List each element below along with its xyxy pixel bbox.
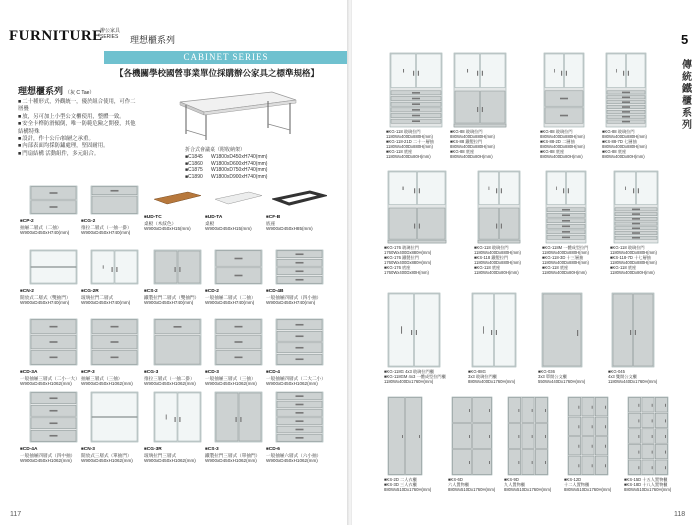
product-desc: 一般抽屜三層式（三抽）: [205, 375, 256, 381]
product-image: [386, 292, 442, 368]
product-image: [450, 396, 494, 476]
feature-item: ■ 放，另可加上小型公文櫃使用，整體一致。: [18, 114, 136, 121]
product-image: [272, 183, 327, 213]
product-caption-line: 880Wx400Dx880H(mm): [602, 144, 647, 149]
product-caption-line: ■KG-88 玻璃拉門: [602, 129, 635, 134]
product-caption-line: 880Wx400Dx1760H(mm): [468, 379, 516, 384]
product-caption-line: ■KG-176 底座: [384, 265, 411, 270]
product-image: [87, 183, 142, 217]
table-spec-row: ■C1860 W1800xD600xH740(mm): [185, 160, 268, 167]
product-image: [211, 247, 266, 287]
product-dimensions: W900xD450xH740(mm): [20, 230, 70, 236]
product-caption: [81, 369, 133, 387]
product-image: [211, 316, 266, 368]
product-caption-line: 4x3 雙開公文櫃: [608, 374, 637, 379]
product-code: CD-3A: [22, 370, 38, 375]
product-code: CG-3: [146, 370, 159, 375]
product-dimensions: W900xD450xH1062(mm): [144, 458, 196, 464]
product-caption: [386, 129, 434, 159]
product-code: CN-3: [83, 447, 95, 452]
product-caption: [468, 369, 515, 384]
product-code: CP-3: [83, 370, 95, 375]
product-dimensions: W900xD450xH1062(mm): [144, 381, 196, 387]
tagline: 【各機關學校國營事業單位採購辦公家具之標準規格】: [115, 68, 320, 78]
vertical-title: [680, 60, 694, 132]
feature-item: ■ 安全卡榫防滑傾倒，唯一防範危險之開發，其他結構特殊: [18, 121, 136, 136]
product-caption-line: ■KG-118 底座: [542, 265, 569, 270]
product-code-line: ■UD-TA: [205, 214, 223, 220]
product-caption: [20, 288, 71, 306]
product-image: [87, 247, 142, 287]
vertical-title-char: 櫃: [682, 96, 692, 107]
product-caption-line: 1180Wx400Dx880H(mm): [542, 250, 589, 255]
product-caption: [266, 288, 321, 306]
product-dimensions: W900xD450xH1062(mm): [20, 381, 72, 387]
product-code: UD-TC: [146, 215, 162, 220]
product-caption: [205, 214, 252, 232]
table-specs: [185, 147, 267, 181]
product-dimensions: W900xD450xH740(mm): [81, 230, 131, 236]
product-caption-line: 880Wx400Dx80H(mm): [450, 154, 493, 159]
product-dimensions: W900xD450xH740(mm): [144, 300, 194, 306]
product-caption: [144, 288, 199, 306]
section-title-text: 理想櫃系列: [18, 86, 64, 96]
product-image: [26, 389, 81, 445]
product-code: CD-4B: [268, 289, 284, 294]
product-image: [626, 396, 670, 476]
vertical-title-char: 鐵: [682, 84, 692, 95]
product-desc: 玻璃拉門三層式: [144, 452, 177, 458]
product-code-line: ■CG-3: [144, 369, 159, 375]
product-caption-line: 3x3 玻璃拉門櫃: [468, 374, 497, 379]
product-caption-line: ■KG-88 底座: [540, 149, 565, 154]
product-caption: [448, 477, 495, 492]
product-caption-line: ■KS-118 鐵製拉門: [474, 255, 509, 260]
product-desc: 開放式三層式（單抽門）: [81, 452, 132, 458]
product-image: [604, 52, 648, 128]
product-caption-line: 九人置物櫃: [504, 482, 525, 487]
product-caption: [205, 369, 257, 387]
product-caption-line: ■KG-118 底座: [474, 265, 501, 270]
product-caption-line: 1180Wx400Dx880H(mm): [474, 250, 521, 255]
product-code-line: ■UD-TC: [144, 214, 162, 220]
series-banner: CABINET SERIES: [104, 51, 348, 64]
product-caption: [205, 446, 260, 464]
product-caption-line: ■KS-2D 二人衣櫃: [384, 477, 417, 482]
product-caption-line: 1760Wx400Dx880H(mm): [384, 260, 432, 265]
product-caption: [624, 477, 671, 492]
folding-table-image: [176, 90, 298, 142]
product-desc: 抽屜三層式（三抽）: [81, 375, 123, 381]
product-caption: [608, 369, 657, 384]
product-caption: [81, 218, 132, 236]
product-caption-line: 880Wx400Dx880H(mm): [450, 144, 495, 149]
product-caption-line: ■KG-036: [538, 369, 555, 374]
product-code-line: ■CD-4A: [20, 446, 38, 452]
product-caption-line: 1180Wx400Dx80H(mm): [386, 154, 431, 159]
product-caption-line: ■KG-118G 4x3 玻璃拉門櫃: [384, 369, 434, 374]
product-image: [26, 247, 81, 287]
vertical-title-char: 傳: [682, 60, 692, 71]
product-desc: 開放式二層式（雙抽門）: [20, 294, 71, 300]
product-caption-line: ■KS-118-7D 十七層抽: [610, 255, 651, 260]
product-caption: [266, 369, 326, 387]
product-code: CG-2: [83, 219, 96, 224]
product-caption: [384, 369, 446, 384]
feature-item: ■ 二十種形式，外觀統一，優於組合使用，可作二層疊: [18, 99, 136, 114]
product-image: [544, 170, 588, 244]
product-caption: [450, 129, 495, 159]
product-caption-line: 880Wx510Dx1760H(mm): [564, 487, 612, 492]
product-caption: [602, 129, 647, 159]
page-number-right: 118: [674, 511, 686, 518]
product-image: [87, 389, 142, 445]
section-subtitle: （灰 C Tae）: [65, 90, 95, 96]
product-code-line: ■CS-2: [144, 288, 158, 294]
product-caption: [144, 369, 196, 387]
product-image: [272, 316, 327, 368]
product-code-line: ■CD-4: [266, 369, 280, 375]
product-image: [150, 247, 205, 287]
product-code: CG-3R: [146, 447, 162, 452]
product-dimensions: W900xD450xH1062(mm): [81, 458, 133, 464]
product-caption-line: 1180Wx400Dx880H(mm): [386, 134, 433, 139]
page-number-left: 117: [10, 511, 22, 518]
product-caption-line: 880Wx400Dx880H(mm): [602, 134, 647, 139]
product-dimensions: W900xD450xH1062(mm): [205, 458, 257, 464]
product-desc: 抽屜二層式（二抽）: [20, 224, 62, 230]
vertical-title-char: 統: [682, 72, 692, 83]
product-caption: [20, 446, 75, 464]
product-image: [386, 396, 424, 476]
product-image: [388, 52, 444, 128]
product-caption-line: 1180Wx400Dx880H(mm): [386, 144, 433, 149]
product-code: CF-B: [268, 215, 281, 220]
brand-sub: [100, 28, 120, 40]
product-caption: [384, 477, 431, 492]
table-spec-row: ■C1845 W1800xD450xH740(mm): [185, 153, 268, 160]
product-code: CD-3: [207, 370, 219, 375]
product-dimensions: W900xD450xH15(mm): [144, 226, 191, 232]
product-desc: 桌板: [205, 220, 215, 226]
product-caption-line: ■KG-045: [608, 369, 625, 374]
product-caption-line: 880Wx400Dx880H(mm): [450, 134, 495, 139]
product-caption-line: ■KG-88G: [468, 369, 486, 374]
product-image: [87, 316, 142, 368]
product-desc: 一般抽屜三層式（二小一大）: [20, 375, 80, 381]
product-caption-line: 1760Wx400Dx880H(mm): [384, 250, 432, 255]
product-image: [542, 52, 586, 128]
product-caption-line: ■KG-176 鐵製拉門: [384, 255, 419, 260]
product-caption-line: 550Wx440Dx1760H(mm): [538, 379, 586, 384]
product-caption: [540, 129, 585, 159]
product-caption-line: ■KS-88-7D 七層抽: [602, 139, 637, 144]
brand-sub-line-1: 辦公家具: [100, 28, 121, 34]
feature-item: ■ 內部表面均採防鏽處理，堅固耐用。: [18, 143, 136, 150]
product-caption-line: 880Wx510Dx1760H(mm): [504, 487, 552, 492]
product-image: [566, 396, 610, 476]
product-code-line: ■CG-2R: [81, 288, 99, 294]
product-code-line: ■CF-B: [266, 214, 281, 220]
product-caption-line: ■KS-9D: [504, 477, 519, 482]
product-caption-line: 880Wx510Dx1760H(mm): [448, 487, 496, 492]
product-image: [506, 396, 550, 476]
product-dimensions: W900xD450xH1062(mm): [266, 381, 318, 387]
product-dimensions: W900xD450xH1062(mm): [205, 381, 257, 387]
chapter-number: 5: [681, 32, 689, 47]
product-desc: 推拉三層式（一抽二掛）: [144, 375, 195, 381]
product-dimensions: W900xD450xH1062(mm): [20, 458, 72, 464]
product-code-line: ■CD-3A: [20, 369, 38, 375]
product-image: [150, 389, 205, 445]
product-image: [272, 389, 327, 445]
product-caption-line: 1180Wx400Dx880H(mm): [542, 260, 589, 265]
product-caption: [144, 446, 196, 464]
product-caption-line: ■KG-88 玻璃拉門: [540, 129, 573, 134]
product-caption: [144, 214, 191, 232]
product-caption-line: 1180Wx400Dx80H(mm): [610, 270, 655, 275]
product-caption: [81, 446, 133, 464]
product-dimensions: W900xD450xH740(mm): [20, 300, 70, 306]
series-title: 理想櫃系列: [130, 35, 176, 45]
product-desc: 一般抽屜四層式（四中抽）: [20, 452, 76, 458]
product-dimensions: W900xD450xH85(mm): [266, 226, 313, 232]
product-caption-line: 1180Wx400Dx880H(mm): [474, 260, 521, 265]
product-caption-line: 六人置物櫃: [448, 482, 469, 487]
product-image: [272, 247, 327, 287]
table-spec-row: ■C1875 W1800xD750xH740(mm): [185, 167, 268, 174]
product-caption-line: ■KS-12D: [564, 477, 582, 482]
product-desc: 一般抽屜二層式（二抽）: [205, 294, 256, 300]
product-caption-line: 1180Wx400Dx80H(mm): [542, 270, 587, 275]
product-caption: [20, 369, 80, 387]
product-caption-line: ■KS-88-2D 二層抽: [540, 139, 575, 144]
product-dimensions: W900xD450xH740(mm): [266, 300, 316, 306]
product-caption-line: 880Wx400Dx80H(mm): [540, 154, 583, 159]
product-code-line: ■CN-3: [81, 446, 95, 452]
product-desc: 玻璃拉門二層式: [81, 294, 114, 300]
brand-logo: FURNITURE: [9, 28, 103, 44]
product-desc: 鐵製拉門二層式（雙抽門）: [144, 294, 200, 300]
product-caption-line: ■KG-118-3D 十三層抽: [542, 255, 584, 260]
product-dimensions: W900xD450xH1062(mm): [266, 458, 318, 464]
product-caption-line: ■KG-118 玻璃拉門: [474, 245, 509, 250]
product-caption-line: 880Wx510Dx1760H(mm): [624, 487, 672, 492]
product-image: [26, 183, 81, 217]
product-caption-line: ■KG-118M 一體成型拉門: [542, 245, 589, 250]
product-caption-line: ■KG-118GM 4x3 一體成型拉門櫃: [384, 374, 446, 379]
brand-sub-line-2: SERIES: [100, 34, 119, 40]
product-desc: 底座: [266, 220, 276, 226]
product-code-line: ■CG-3R: [144, 446, 162, 452]
left-page: [0, 0, 348, 525]
product-caption: [564, 477, 611, 492]
product-image: [540, 292, 584, 368]
product-image: [150, 183, 205, 213]
product-caption-line: 1180Wx400Dx1760H(mm): [384, 379, 434, 384]
product-desc: 一般抽屜四層式（四小抽）: [266, 294, 322, 300]
table-specs-heading: 折合式會議桌（附收納架）: [185, 147, 246, 153]
product-caption-line: 880Wx400Dx880H(mm): [540, 134, 585, 139]
product-desc: 一般抽屜四層式（二大二小）: [266, 375, 326, 381]
product-caption-line: 880Wx400Dx80H(mm): [602, 154, 645, 159]
product-dimensions: W900xD450xH740(mm): [205, 300, 255, 306]
product-dimensions: W900xD450xH740(mm): [81, 300, 131, 306]
product-caption-line: ■KG-176 玻璃拉門: [384, 245, 419, 250]
product-desc: 一般抽屜六層式（六小抽）: [266, 452, 322, 458]
product-code-line: ■CS-3: [205, 446, 219, 452]
product-desc: 推拉二層式（一抽一掛）: [81, 224, 132, 230]
product-caption: [474, 245, 521, 275]
product-caption-line: 1180Wx440Dx1760H(mm): [608, 379, 658, 384]
product-code: CS-2: [146, 289, 158, 294]
product-code: CS-3: [207, 447, 219, 452]
product-caption-line: 880Wx510Dx1760H(mm): [384, 487, 432, 492]
product-code: CD-6: [268, 447, 280, 452]
product-caption: [266, 214, 313, 232]
product-caption: [384, 245, 431, 275]
product-caption-line: ■KG-88 底座: [602, 149, 627, 154]
product-desc: 鐵製拉門三層式（單抽門）: [205, 452, 261, 458]
product-code-line: ■CP-2: [20, 218, 34, 224]
product-caption: [542, 245, 589, 275]
product-code: CD-4: [268, 370, 280, 375]
product-code-line: ■CN-2: [20, 288, 34, 294]
product-image: [612, 170, 660, 244]
product-caption: [266, 446, 321, 464]
product-caption-line: 十二人置物櫃: [564, 482, 590, 487]
product-code: CD-2: [207, 289, 219, 294]
product-image: [211, 183, 266, 213]
product-code: CG-2R: [83, 289, 99, 294]
product-image: [476, 170, 522, 244]
product-caption: [610, 245, 657, 275]
product-code: CD-4A: [22, 447, 38, 452]
product-image: [26, 316, 81, 368]
product-code-line: ■CD-2: [205, 288, 219, 294]
product-caption-line: 880Wx400Dx880H(mm): [540, 144, 585, 149]
table-spec-row: ■C1890 W1800xD900xH740(mm): [185, 174, 268, 181]
product-caption-line: ■KS-6D: [448, 477, 463, 482]
product-code-line: ■CG-2: [81, 218, 96, 224]
product-caption: [20, 218, 69, 236]
product-caption-line: ■KG-118 底座: [610, 265, 637, 270]
product-caption-line: ■KG-118 底座: [386, 149, 413, 154]
feature-item: ■ 門扇結構 活動組件，多元組合。: [18, 151, 136, 158]
section-title: [18, 84, 94, 97]
right-page: [352, 0, 700, 525]
product-caption: [81, 288, 130, 306]
product-image: [211, 389, 266, 445]
product-caption-line: ■KG-118 玻璃拉門: [610, 245, 645, 250]
product-code-line: ■CD-4B: [266, 288, 284, 294]
product-code-line: ■CD-3: [205, 369, 219, 375]
product-code-line: ■CD-6: [266, 446, 280, 452]
feature-item: ■ 設計，作十公斤/抽屜之承重。: [18, 136, 136, 143]
feature-list: [18, 99, 136, 158]
product-image: [610, 292, 656, 368]
product-caption-line: 1180Wx400Dx80H(mm): [474, 270, 519, 275]
product-code: CP-2: [22, 219, 34, 224]
product-caption-line: ■KG-88 玻璃拉門: [450, 129, 483, 134]
product-caption-line: ■KS-88 鐵製拉門: [450, 139, 483, 144]
product-image: [386, 170, 448, 244]
product-caption-line: 1760Wx400Dx80H(mm): [384, 270, 429, 275]
product-caption-line: ■KS-15D 十五人置物櫃: [624, 477, 668, 482]
vertical-title-char: 系: [682, 108, 692, 119]
product-caption-line: 3x3 單開公文櫃: [538, 374, 567, 379]
product-code: CN-2: [22, 289, 34, 294]
product-dimensions: W900xD450xH1062(mm): [81, 381, 133, 387]
product-caption: [504, 477, 551, 492]
product-caption-line: 1180Wx400Dx880H(mm): [610, 260, 657, 265]
product-image: [150, 316, 205, 368]
product-code: UD-TA: [207, 215, 223, 220]
product-dimensions: W900xD450xH15(mm): [205, 226, 252, 232]
product-caption: [205, 288, 256, 306]
product-image: [452, 52, 508, 128]
product-code-line: ■CP-3: [81, 369, 95, 375]
product-caption: [538, 369, 585, 384]
vertical-title-char: 列: [682, 120, 692, 131]
product-desc: 桌板（木紋色）: [144, 220, 177, 226]
product-image: [470, 292, 518, 368]
product-caption-line: 1180Wx400Dx880H(mm): [610, 250, 657, 255]
product-caption-line: ■KS-18D 十八人置物櫃: [624, 482, 668, 487]
product-caption-line: ■KG-88 底座: [450, 149, 475, 154]
product-caption-line: ■KG-118 玻璃拉門: [386, 129, 421, 134]
product-caption-line: ■KG-118-21D 二十一層抽: [386, 139, 434, 144]
product-caption-line: ■KS-3D 三人衣櫃: [384, 482, 417, 487]
